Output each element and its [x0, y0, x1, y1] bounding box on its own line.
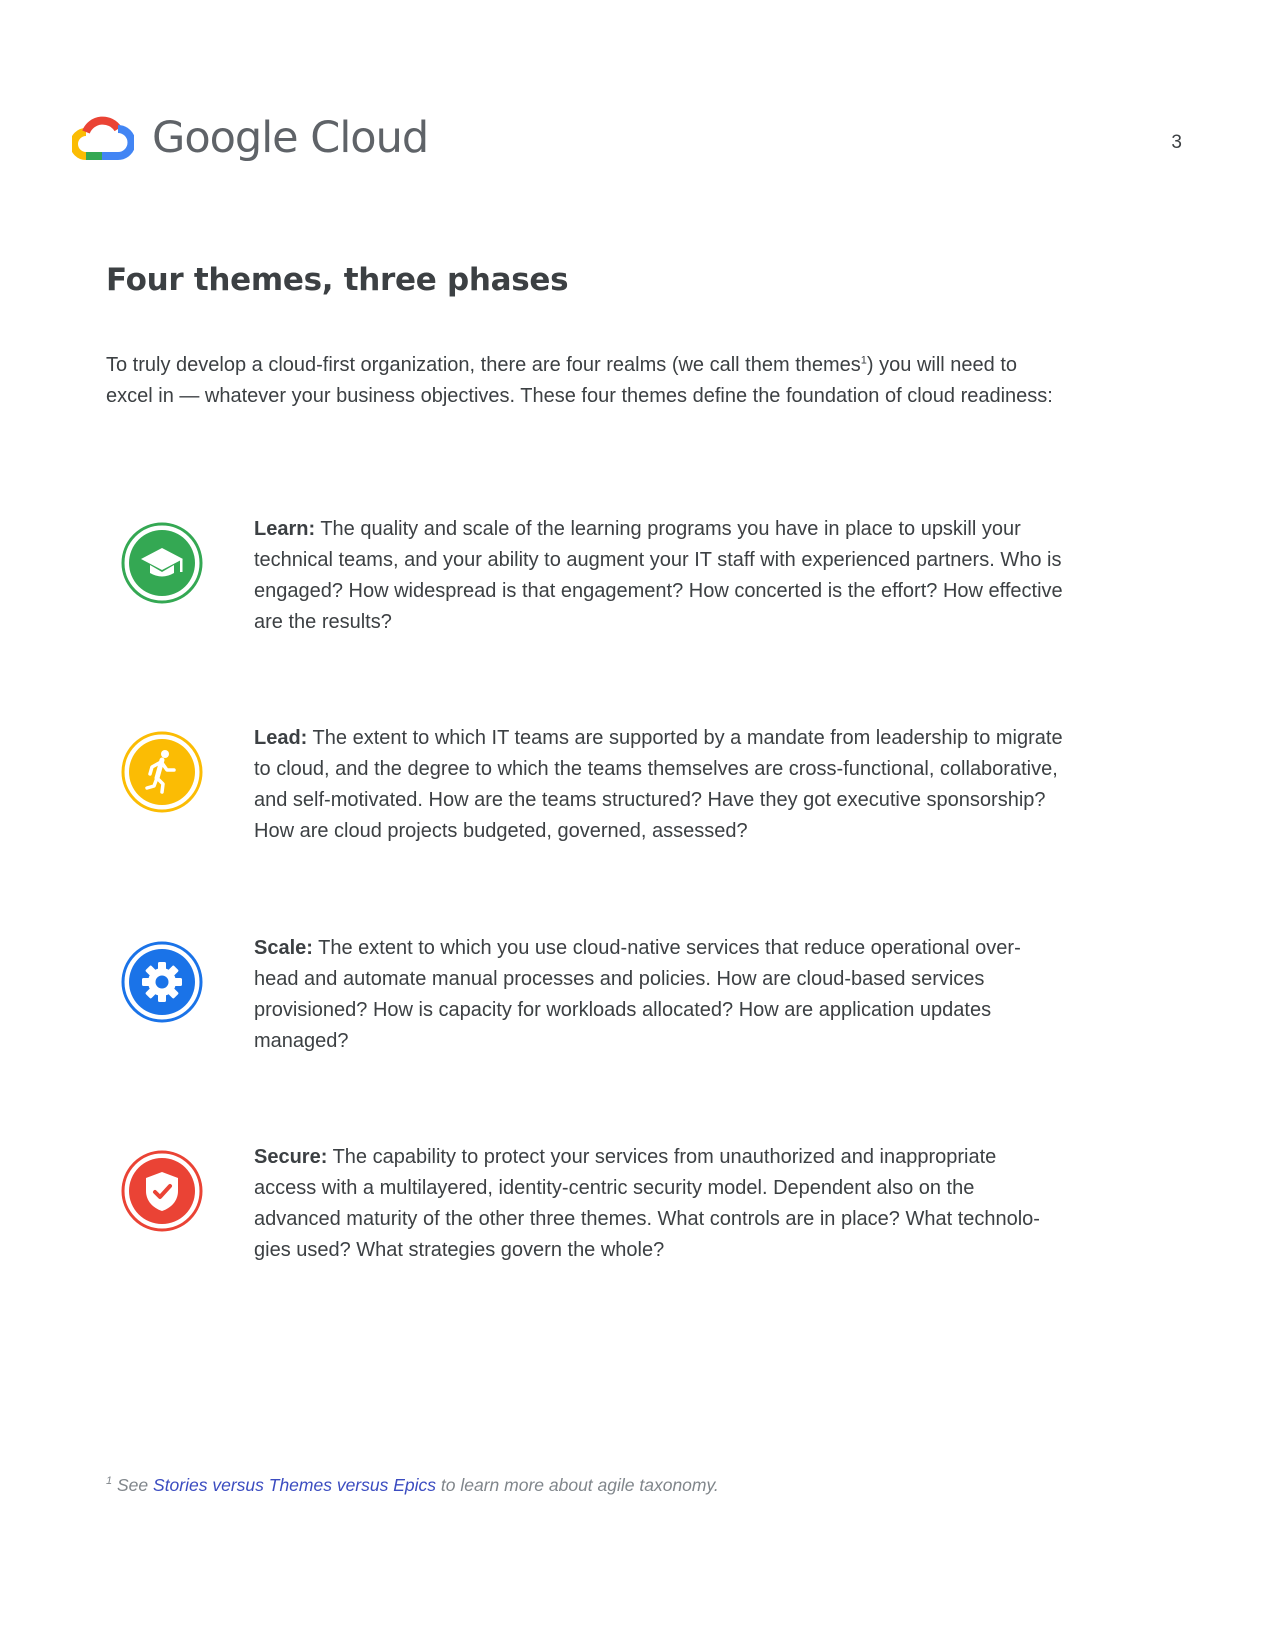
footnote: [106, 1475, 719, 1496]
footnote-marker: 1: [106, 1475, 113, 1488]
footnote-reference[interactable]: 1: [860, 354, 867, 367]
theme-scale-description: The extent to which you use cloud-native services that reduce operational over-head and automate manual processes and policies. How are cloud-based services provisioned? How is capacity for workloads allocated? How are application updates managed?: [254, 937, 1021, 1052]
theme-learn-name: Learn:: [254, 518, 316, 540]
page-title: Four themes, three phases: [106, 262, 569, 298]
theme-lead-text: [254, 723, 1064, 847]
intro-text-before: To truly develop a cloud-first organization, there are four realms (we call them themes: [106, 354, 861, 376]
running-person-icon: [120, 730, 204, 814]
footnote-see: See: [117, 1475, 149, 1495]
theme-lead-name: Lead:: [254, 727, 308, 749]
google-cloud-wordmark: Google Cloud: [152, 113, 429, 163]
intro-text-after: ) you will need to excel in — whatever your business objectives. These four themes define the foundation of cloud readiness:: [106, 354, 1053, 407]
page-header: [72, 108, 1182, 168]
theme-lead-description: The extent to which IT teams are supported by a mandate from leadership to migrate to cloud, and the degree to which the teams themselves are cross-functional, collaborative, and self-motivated. How are the teams structured? Have they got executive sponsorship? How are cloud projects budgeted, governed, assessed?: [254, 727, 1063, 842]
google-cloud-logo-icon: [72, 112, 134, 164]
gear-icon: [120, 940, 204, 1024]
theme-secure-name: Secure:: [254, 1146, 328, 1168]
graduation-cap-icon: [120, 521, 204, 605]
theme-secure-text: [254, 1142, 1064, 1266]
footnote-text: to learn more about agile taxonomy.: [440, 1475, 719, 1495]
theme-scale-name: Scale:: [254, 937, 313, 959]
intro-paragraph: [106, 350, 1056, 412]
stories-themes-epics-link[interactable]: Stories versus Themes versus Epics: [153, 1475, 437, 1495]
google-cloud-logo: [72, 112, 428, 164]
shield-check-icon: [120, 1149, 204, 1233]
theme-learn-text: [254, 514, 1064, 638]
theme-secure-description: The capability to protect your services from unauthorized and inappropriate access with a multilayered, identity-centric security model. Dependent also on the advanced maturity of the other three themes. What controls are in place? What technolo-gies used? What strategies govern the whole?: [254, 1146, 1040, 1261]
theme-learn-description: The quality and scale of the learning programs you have in place to upskill your technical teams, and your ability to augment your IT staff with experienced partners. Who is engaged? How widespread is that engagement? How concerted is the effort? How effective are the results?: [254, 518, 1063, 633]
page-number: 3: [1171, 132, 1182, 153]
theme-scale-text: [254, 933, 1064, 1057]
